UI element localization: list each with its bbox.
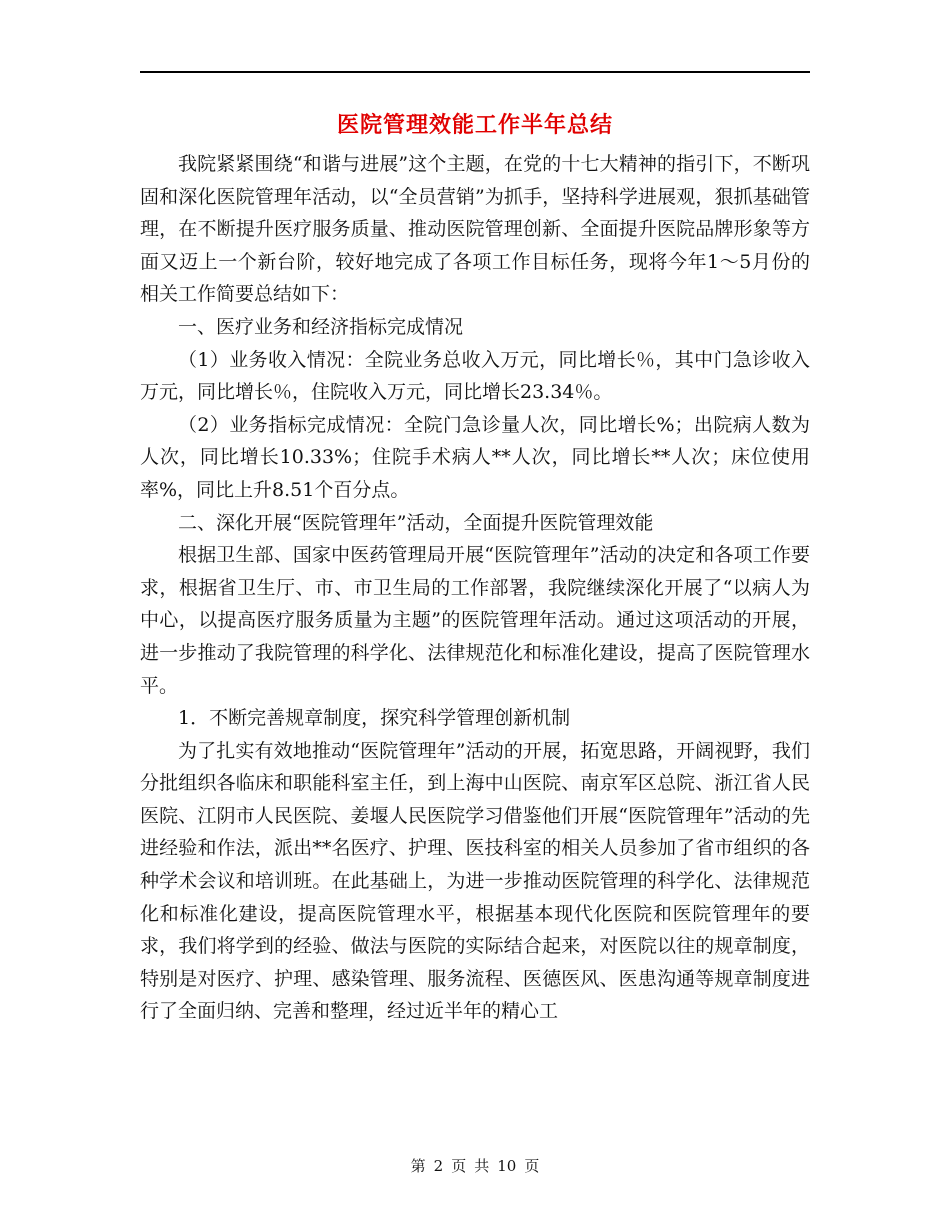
paragraph-income: （1）业务收入情况：全院业务总收入万元，同比增长％，其中门急诊收入万元，同比增长％，住院收入万元，同比增长23.34％。	[140, 348, 810, 404]
page-footer	[0, 1155, 950, 1176]
footer-page-current: 2	[433, 1157, 444, 1175]
footer-label-ye: 页	[451, 1157, 467, 1175]
document-body	[140, 148, 810, 1028]
heading-section-1: 一、医疗业务和经济指标完成情况	[178, 315, 464, 338]
paragraph-indicators: （2）业务指标完成情况：全院门急诊量人次，同比增长%；出院病人数为人次，同比增长10.33%；住院手术病人**人次，同比增长**人次；床位使用率%，同比上升8.51个百分点。	[140, 413, 810, 501]
footer-label-gong: 共	[474, 1157, 490, 1175]
footer-label-ye-end: 页	[524, 1157, 540, 1175]
heading-section-2: 二、深化开展“医院管理年”活动，全面提升医院管理效能	[178, 511, 654, 534]
header-rule	[140, 71, 810, 73]
paragraph-management-year: 根据卫生部、国家中医药管理局开展“医院管理年”活动的决定和各项工作要求，根据省卫生厅、市、市卫生局的工作部署，我院继续深化开展了“以病人为中心，以提高医疗服务质量为主题”的医院管理年活动。通过这项活动的开展，进一步推动了我院管理的科学化、法律规范化和标准化建设，提高了医院管理水平。	[140, 544, 810, 697]
footer-label-di: 第	[410, 1157, 426, 1175]
document-title: 医院管理效能工作半年总结	[336, 112, 613, 138]
footer-page-total: 10	[497, 1157, 517, 1175]
paragraph-rules: 为了扎实有效地推动“医院管理年”活动的开展，拓宽思路，开阔视野，我们分批组织各临床和职能科室主任，到上海中山医院、南京军区总院、浙江省人民医院、江阴市人民医院、姜堰人民医院学习借鉴他们开展“医院管理年”活动的先进经验和作法，派出**名医疗、护理、医技科室的相关人员参加了省市组织的各种学术会议和培训班。在此基础上，为进一步推动医院管理的科学化、法律规范化和标准化建设，提高医院管理水平，根据基本现代化医院和医院管理年的要求，我们将学到的经验、做法与医院的实际结合起来，对医院以往的规章制度，特别是对医疗、护理、感染管理、服务流程、医德医风、医患沟通等规章制度进行了全面归纳、完善和整理，经过近半年的精心工	[140, 739, 810, 1023]
heading-subsection-1: 1．不断完善规章制度，探究科学管理创新机制	[178, 707, 571, 730]
paragraph-intro: 我院紧紧围绕“和谐与进展”这个主题，在党的十七大精神的指引下，不断巩固和深化医院管理年活动，以“全员营销”为抓手，坚持科学进展观，狠抓基础管理，在不断提升医疗服务质量、推动医院管理创新、全面提升医院品牌形象等方面又迈上一个新台阶，较好地完成了各项工作目标任务，现将今年1～5月份的相关工作简要总结如下：	[140, 153, 810, 306]
